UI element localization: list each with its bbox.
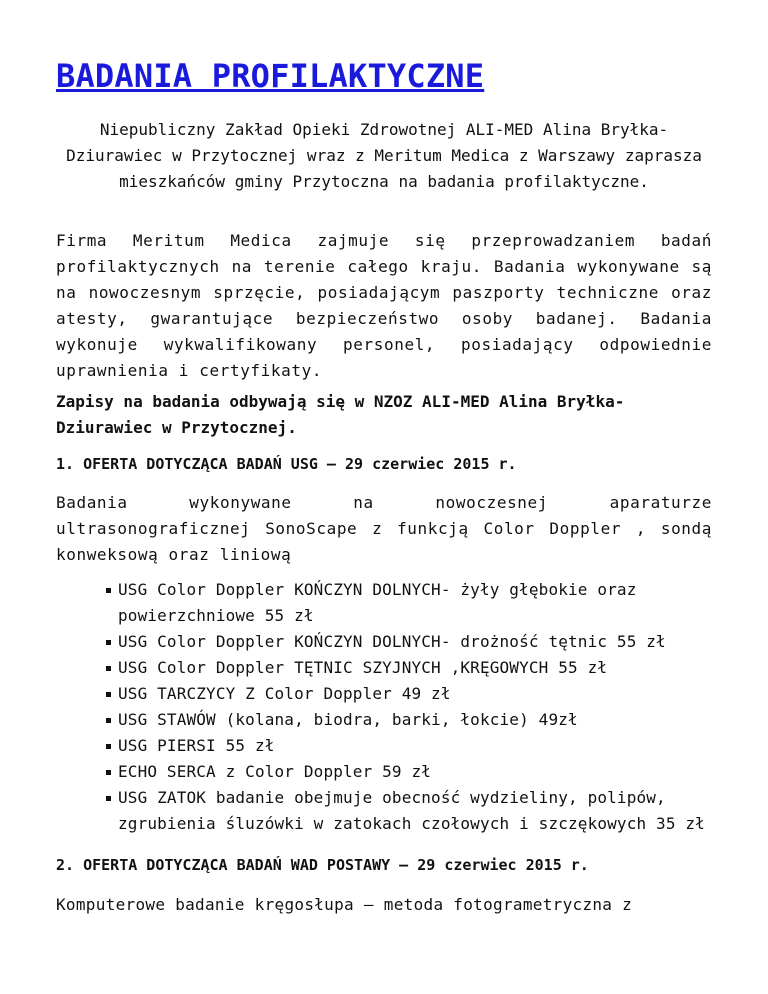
bullet-icon xyxy=(106,770,111,775)
list-item xyxy=(118,629,712,655)
bullet-icon xyxy=(106,640,111,645)
bullet-icon xyxy=(106,588,111,593)
list-item xyxy=(118,733,712,759)
list-item-text: USG STAWÓW (kolana, biodra, barki, łokcie) 49zł xyxy=(118,710,578,729)
list-item-text: USG TARCZYCY Z Color Doppler 49 zł xyxy=(118,684,451,703)
list-item-text: USG ZATOK badanie obejmuje obecność wydzieliny, polipów, zgrubienia śluzówki w zatokach czołowych i szczękowych 35 zł xyxy=(118,788,705,833)
usg-offer-list xyxy=(118,577,712,837)
section-usg-heading: 1. OFERTA DOTYCZĄCA BADAŃ USG – 29 czerwiec 2015 r. xyxy=(56,455,517,473)
section-usg-description-rest: ultrasonograficznej SonoScape z funkcją Color Doppler , sondą konweksową oraz liniową xyxy=(56,519,712,564)
bullet-icon xyxy=(106,666,111,671)
page-title[interactable]: BADANIA PROFILAKTYCZNE xyxy=(56,57,485,95)
list-item xyxy=(118,577,712,629)
list-item xyxy=(118,707,712,733)
company-paragraph: Firma Meritum Medica zajmuje się przeprowadzaniem badań profilaktycznych na terenie całego kraju. Badania wykonywane są na nowoczesnym sprzęcie, posiadającym paszporty techniczne oraz atesty, gwarantujące bezpieczeństwo osoby badanej. Badania wykonuje wykwalifikowany personel, posiadający odpowiednie uprawnienia i certyfikaty. xyxy=(56,231,712,380)
registration-note: Zapisy na badania odbywają się w NZOZ ALI-MED Alina Bryłka-Dziurawiec w Przytocznej. xyxy=(56,392,625,437)
list-item xyxy=(118,655,712,681)
intro-paragraph: Niepubliczny Zakład Opieki Zdrowotnej ALI-MED Alina Bryłka-Dziurawiec w Przytocznej wraz z Meritum Medica z Warszawy zaprasza mieszkańców gminy Przytoczna na badania profilaktyczne. xyxy=(66,120,702,191)
section-usg-description xyxy=(56,490,712,568)
list-item-text: ECHO SERCA z Color Doppler 59 zł xyxy=(118,762,432,781)
bullet-icon xyxy=(106,692,111,697)
bullet-icon xyxy=(106,718,111,723)
bullet-icon xyxy=(106,796,111,801)
list-item xyxy=(118,759,712,785)
list-item-text: USG Color Doppler KOŃCZYN DOLNYCH- drożność tętnic 55 zł xyxy=(118,632,666,651)
list-item-text: USG Color Doppler KOŃCZYN DOLNYCH- żyły głębokie oraz powierzchniowe 55 zł xyxy=(118,580,637,625)
section-posture-description: Komputerowe badanie kręgosłupa – metoda fotogrametryczna z xyxy=(56,895,633,914)
list-item xyxy=(118,785,712,837)
bullet-icon xyxy=(106,744,111,749)
list-item-text: USG Color Doppler TĘTNIC SZYJNYCH ,KRĘGOWYCH 55 zł xyxy=(118,658,608,677)
section-usg-description-line1: Badania wykonywane na nowoczesnej aparaturze xyxy=(56,493,712,512)
list-item-text: USG PIERSI 55 zł xyxy=(118,736,275,755)
section-posture-heading: 2. OFERTA DOTYCZĄCA BADAŃ WAD POSTAWY – 29 czerwiec 2015 r. xyxy=(56,856,589,874)
list-item xyxy=(118,681,712,707)
